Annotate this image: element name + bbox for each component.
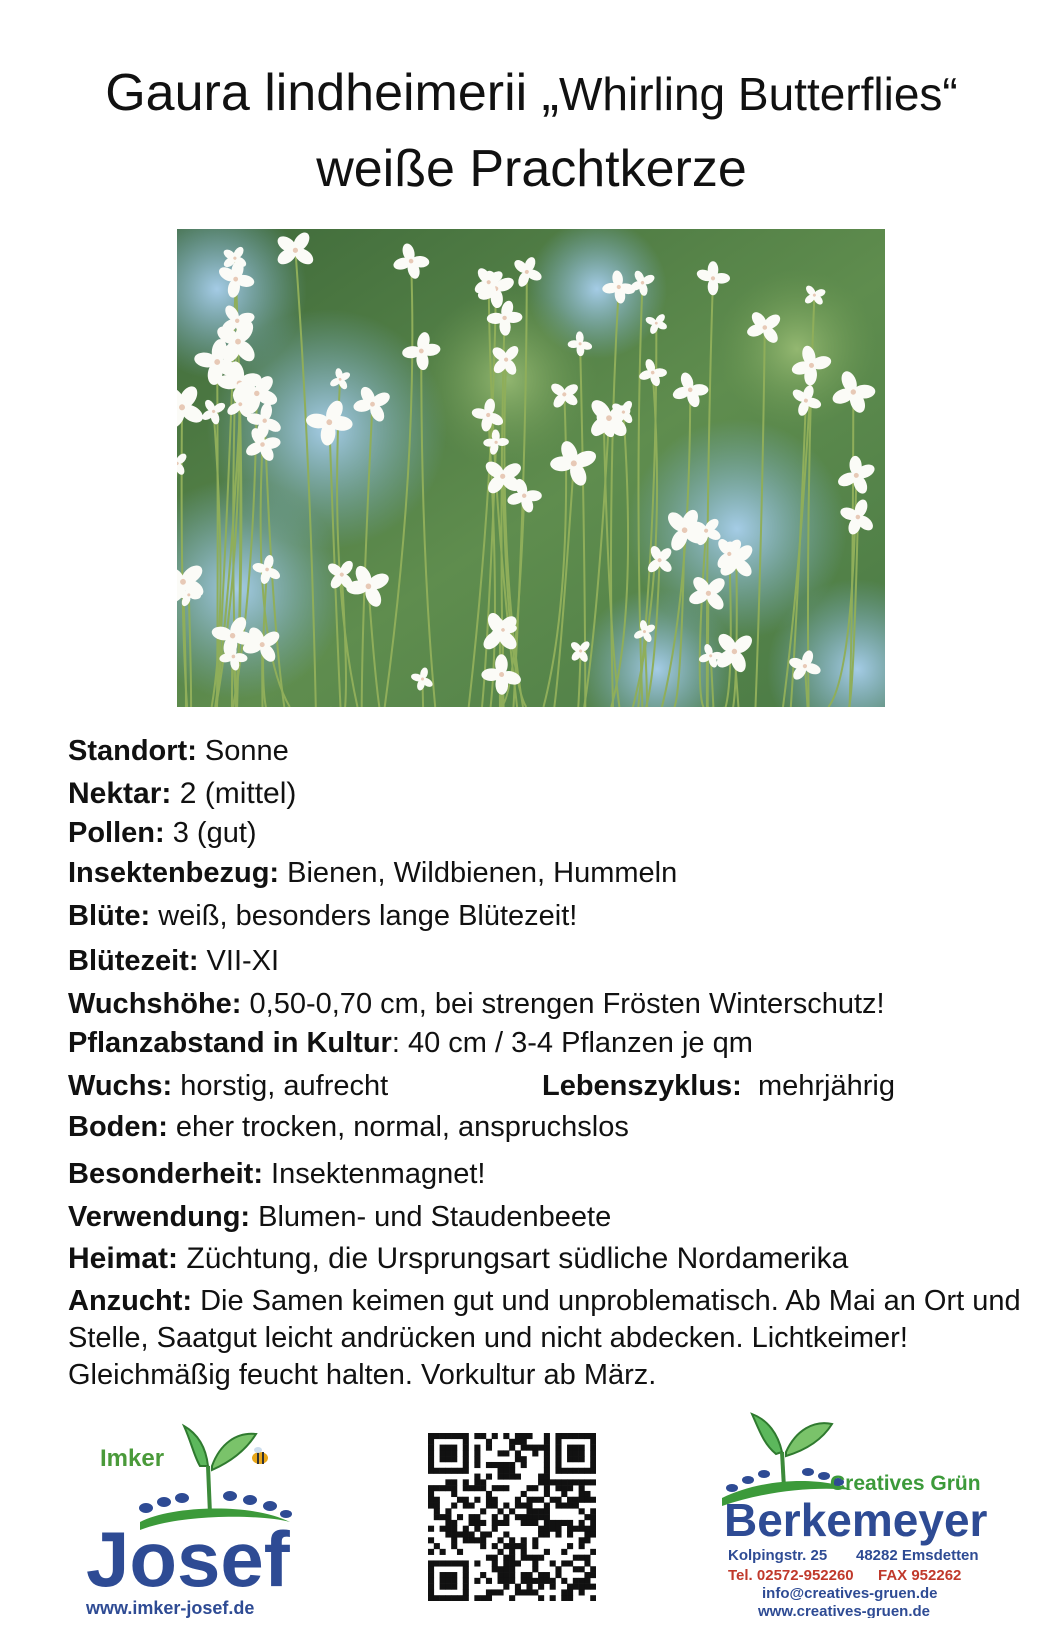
detail-label: Wuchshöhe: bbox=[68, 988, 242, 1020]
detail-bluetezeit bbox=[68, 945, 279, 978]
detail-bluete bbox=[68, 900, 577, 933]
detail-value: Die Samen keimen gut und unproblematisch. Ab Mai an Ort und Stelle, Saatgut leicht andrücken und nicht abdecken. Lichtkeimer! Gleichmäßig feucht halten. Vorkultur ab März. bbox=[68, 1285, 1021, 1391]
plant-subtitle: weiße Prachtkerze bbox=[316, 140, 747, 198]
detail-value: eher trocken, normal, anspruchslos bbox=[167, 1111, 629, 1143]
detail-heimat bbox=[68, 1242, 848, 1276]
detail-label: Pflanzabstand in Kultur bbox=[68, 1027, 392, 1059]
company-name-line1: Creatives Grün bbox=[830, 1472, 981, 1495]
detail-label: Lebenszyklus: bbox=[542, 1070, 742, 1102]
detail-value: horstig, aufrecht bbox=[172, 1070, 389, 1102]
detail-verwendung bbox=[68, 1201, 611, 1234]
detail-label: Standort: bbox=[68, 735, 197, 767]
berkemeyer-logo bbox=[722, 1408, 992, 1618]
detail-label: Insektenbezug: bbox=[68, 857, 280, 889]
detail-label: Boden: bbox=[68, 1111, 168, 1143]
detail-value: 2 (mittel) bbox=[171, 777, 297, 810]
detail-lebenszyklus bbox=[542, 1070, 895, 1103]
qr-code-graphic bbox=[428, 1433, 596, 1601]
detail-value: mehrjährig bbox=[741, 1070, 895, 1102]
detail-label: Heimat: bbox=[68, 1242, 179, 1275]
plant-name-latin: Gaura lindheimerii „ bbox=[105, 64, 559, 122]
detail-value: Blumen- und Staudenbeete bbox=[250, 1201, 612, 1233]
detail-label: Blütezeit: bbox=[68, 945, 199, 977]
company-web: www.creatives-gruen.de bbox=[758, 1603, 931, 1618]
imker-josef-logo bbox=[80, 1418, 300, 1618]
photo-graphic bbox=[177, 229, 885, 707]
detail-value: VII-XI bbox=[198, 945, 280, 977]
detail-label: Anzucht: bbox=[68, 1285, 193, 1317]
detail-value: Züchtung, die Ursprungsart südliche Nordamerika bbox=[178, 1242, 849, 1275]
detail-label: Besonderheit: bbox=[68, 1158, 263, 1190]
detail-value: : 40 cm / 3-4 Pflanzen je qm bbox=[391, 1027, 753, 1059]
bee-icon bbox=[252, 1447, 268, 1464]
detail-label: Verwendung: bbox=[68, 1201, 251, 1233]
plant-title bbox=[0, 62, 1063, 125]
detail-label: Pollen: bbox=[68, 817, 165, 849]
company-fax: FAX 952262 bbox=[878, 1567, 962, 1584]
detail-besonderheit bbox=[68, 1158, 485, 1191]
detail-nektar bbox=[68, 777, 296, 811]
company-tel: Tel. 02572-952260 bbox=[728, 1567, 854, 1584]
detail-label: Nektar: bbox=[68, 777, 172, 810]
detail-insektenbezug bbox=[68, 857, 677, 890]
company-name-line2: Berkemeyer bbox=[724, 1494, 988, 1546]
detail-boden bbox=[68, 1111, 629, 1144]
imker-josef-logo-graphic bbox=[80, 1418, 300, 1618]
imker-url: www.imker-josef.de bbox=[86, 1598, 255, 1618]
detail-value: Bienen, Wildbienen, Hummeln bbox=[279, 857, 678, 889]
detail-anzucht bbox=[68, 1283, 1028, 1394]
josef-word: Josef bbox=[86, 1515, 290, 1603]
detail-value: Insektenmagnet! bbox=[262, 1158, 486, 1190]
detail-value: 0,50-0,70 cm, bei strengen Frösten Winterschutz! bbox=[241, 988, 885, 1020]
detail-label: Wuchs: bbox=[68, 1070, 173, 1102]
plant-cultivar: Whirling Butterflies“ bbox=[558, 68, 958, 120]
detail-wuchs bbox=[68, 1070, 1028, 1103]
qr-code-icon bbox=[428, 1433, 596, 1601]
detail-value: weiß, besonders lange Blütezeit! bbox=[150, 900, 578, 932]
detail-wuchshoehe bbox=[68, 988, 885, 1021]
detail-value: Sonne bbox=[196, 735, 289, 767]
detail-label: Blüte: bbox=[68, 900, 151, 932]
gaura-flowers-photo bbox=[177, 229, 885, 707]
company-email: info@creatives-gruen.de bbox=[762, 1585, 938, 1602]
company-city: 48282 Emsdetten bbox=[856, 1547, 979, 1564]
detail-pollen bbox=[68, 817, 257, 850]
detail-pflanzabstand bbox=[68, 1027, 753, 1060]
detail-value: 3 (gut) bbox=[164, 817, 257, 849]
detail-standort bbox=[68, 735, 289, 768]
company-street: Kolpingstr. 25 bbox=[728, 1547, 828, 1564]
berkemeyer-logo-graphic bbox=[722, 1408, 992, 1618]
imker-word: Imker bbox=[100, 1445, 165, 1472]
